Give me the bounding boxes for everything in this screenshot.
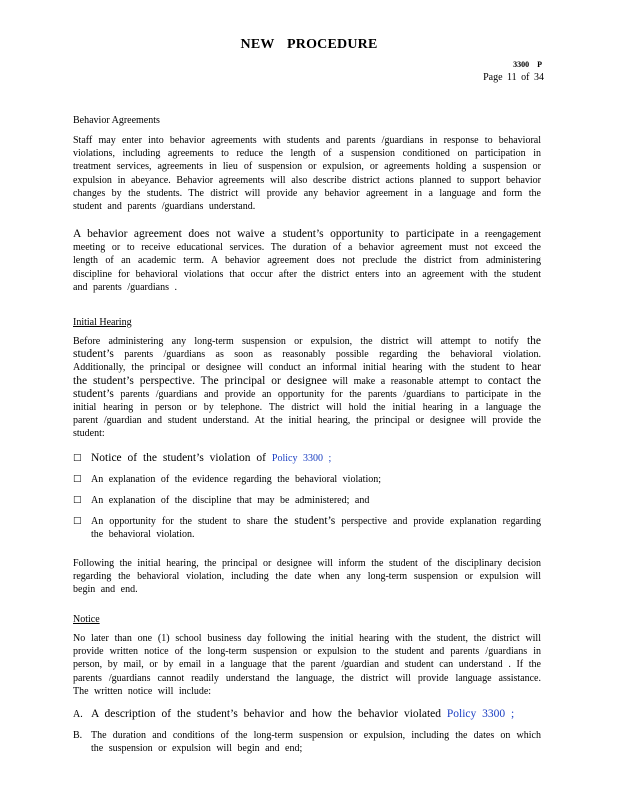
section-heading-initial-hearing: Initial Hearing [73,317,132,328]
p2-rest: in a reengagement meeting or to receive educational services. The duration of a behavior agreement must not exceed the length of an academic term. A behavior agreement does not preclude the district from administering discipline for behavioral violations that occur after the district enters into an agreement with the student and parents /guardians . [73,229,542,293]
checkbox-bullet-icon: □ [73,516,82,526]
ih-text-a: Before administering any long-term suspension or expulsion, the district will attempt to notify [73,336,527,347]
policy-3300-link[interactable]: Policy 3300 ; [446,708,515,720]
checkbox-bullet-icon: □ [73,495,82,505]
list-marker: B. [73,730,83,741]
list-item [73,452,541,465]
bullet-text: Notice of the student’s violation of [91,452,272,464]
notice-item-text: The duration and conditions of the long-term suspension or expulsion, including the dates on which the suspension or expulsion will begin and end; [91,730,541,755]
bullet-text-a: An opportunity for the student to share [91,516,274,527]
bullet-text [91,515,541,541]
initial-hearing-paragraph-2: Following the initial hearing, the principal or designee will inform the student of the disciplinary decision regarding the behavioral violation, including the date when any long-term suspension or expulsion will begin and end. [73,558,541,596]
bullet-text: An explanation of the discipline that may be administered; and [91,495,370,506]
list-item [73,708,541,721]
list-item [73,515,541,541]
ih-text-b: the student’s [73,335,541,361]
list-item [73,473,541,486]
bullet-text-c: perspective and provide explanation regarding the behavioral violation. [91,516,542,541]
p2-lead: A behavior agreement does not waive a student’s opportunity to participate [73,228,455,240]
ih-text-d: to hear the student’s perspective. The principal or designee [73,361,541,387]
page-title: NEW PROCEDURE [240,37,378,52]
list-item [73,494,541,507]
initial-hearing-paragraph-1 [73,335,541,441]
ih-text-g: parents /guardians and provide an opportunity for the parents /guardians to participate in the initial hearing in person or by telephone. The district will hold the initial hearing in a language the parent /guardian and student understand. At the initial hearing, the principal or designee will provide the student: [73,388,541,440]
checkbox-bullet-icon: □ [73,453,82,463]
notice-paragraph-1: No later than one (1) school business day following the initial hearing with the student, the district will provide written notice of the long-term suspension or expulsion to the student and parents /guardians in person, by mail, or by email in a language that the parent /guardian and student can understand . If the parents /guardians cannot readily understand the language, the district will provide language assistance. The written notice will include: [73,633,541,697]
ih-text-e: will make a reasonable attempt to [326,375,488,387]
bullet-text-b: the student’s [273,515,336,527]
notice-item-text: A description of the student’s behavior and how the behavior violated [91,708,447,720]
ih-text-f: contact the student’s [73,374,541,400]
section-heading-notice: Notice [73,614,100,625]
bullet-text: An explanation of the evidence regarding the behavioral violation; [91,474,382,485]
policy-3300-link[interactable]: Policy 3300 ; [271,453,332,464]
ih-text-c: parents /guardians as soon as reasonably possible regarding the behavioral violation. Additionally, the principal or designee will conduct an informal initial hearing with the student [73,349,541,374]
checkbox-bullet-icon: □ [73,474,82,484]
behavior-agreements-paragraph-1: Staff may enter into behavior agreements with students and parents /guardians in response to behavioral violations, including agreements to reduce the length of a suspension conditioned on participation in treatment services, agreements in lieu of suspension or expulsion, or agreements holding a suspension or expulsion in abeyance. Behavior agreements will also describe district actions planned to support behavior changes by the students. The district will provide any behavior agreement in a language and form the student and parents /guardians understand. [73,135,541,213]
section-heading-behavior-agreements: Behavior Agreements [73,115,160,126]
page-number: Page 11 of 34 [483,72,544,83]
document-number: 3300 P [513,60,542,69]
behavior-agreements-paragraph-2 [73,228,541,294]
list-marker: A. [73,709,83,720]
list-item [73,729,541,755]
